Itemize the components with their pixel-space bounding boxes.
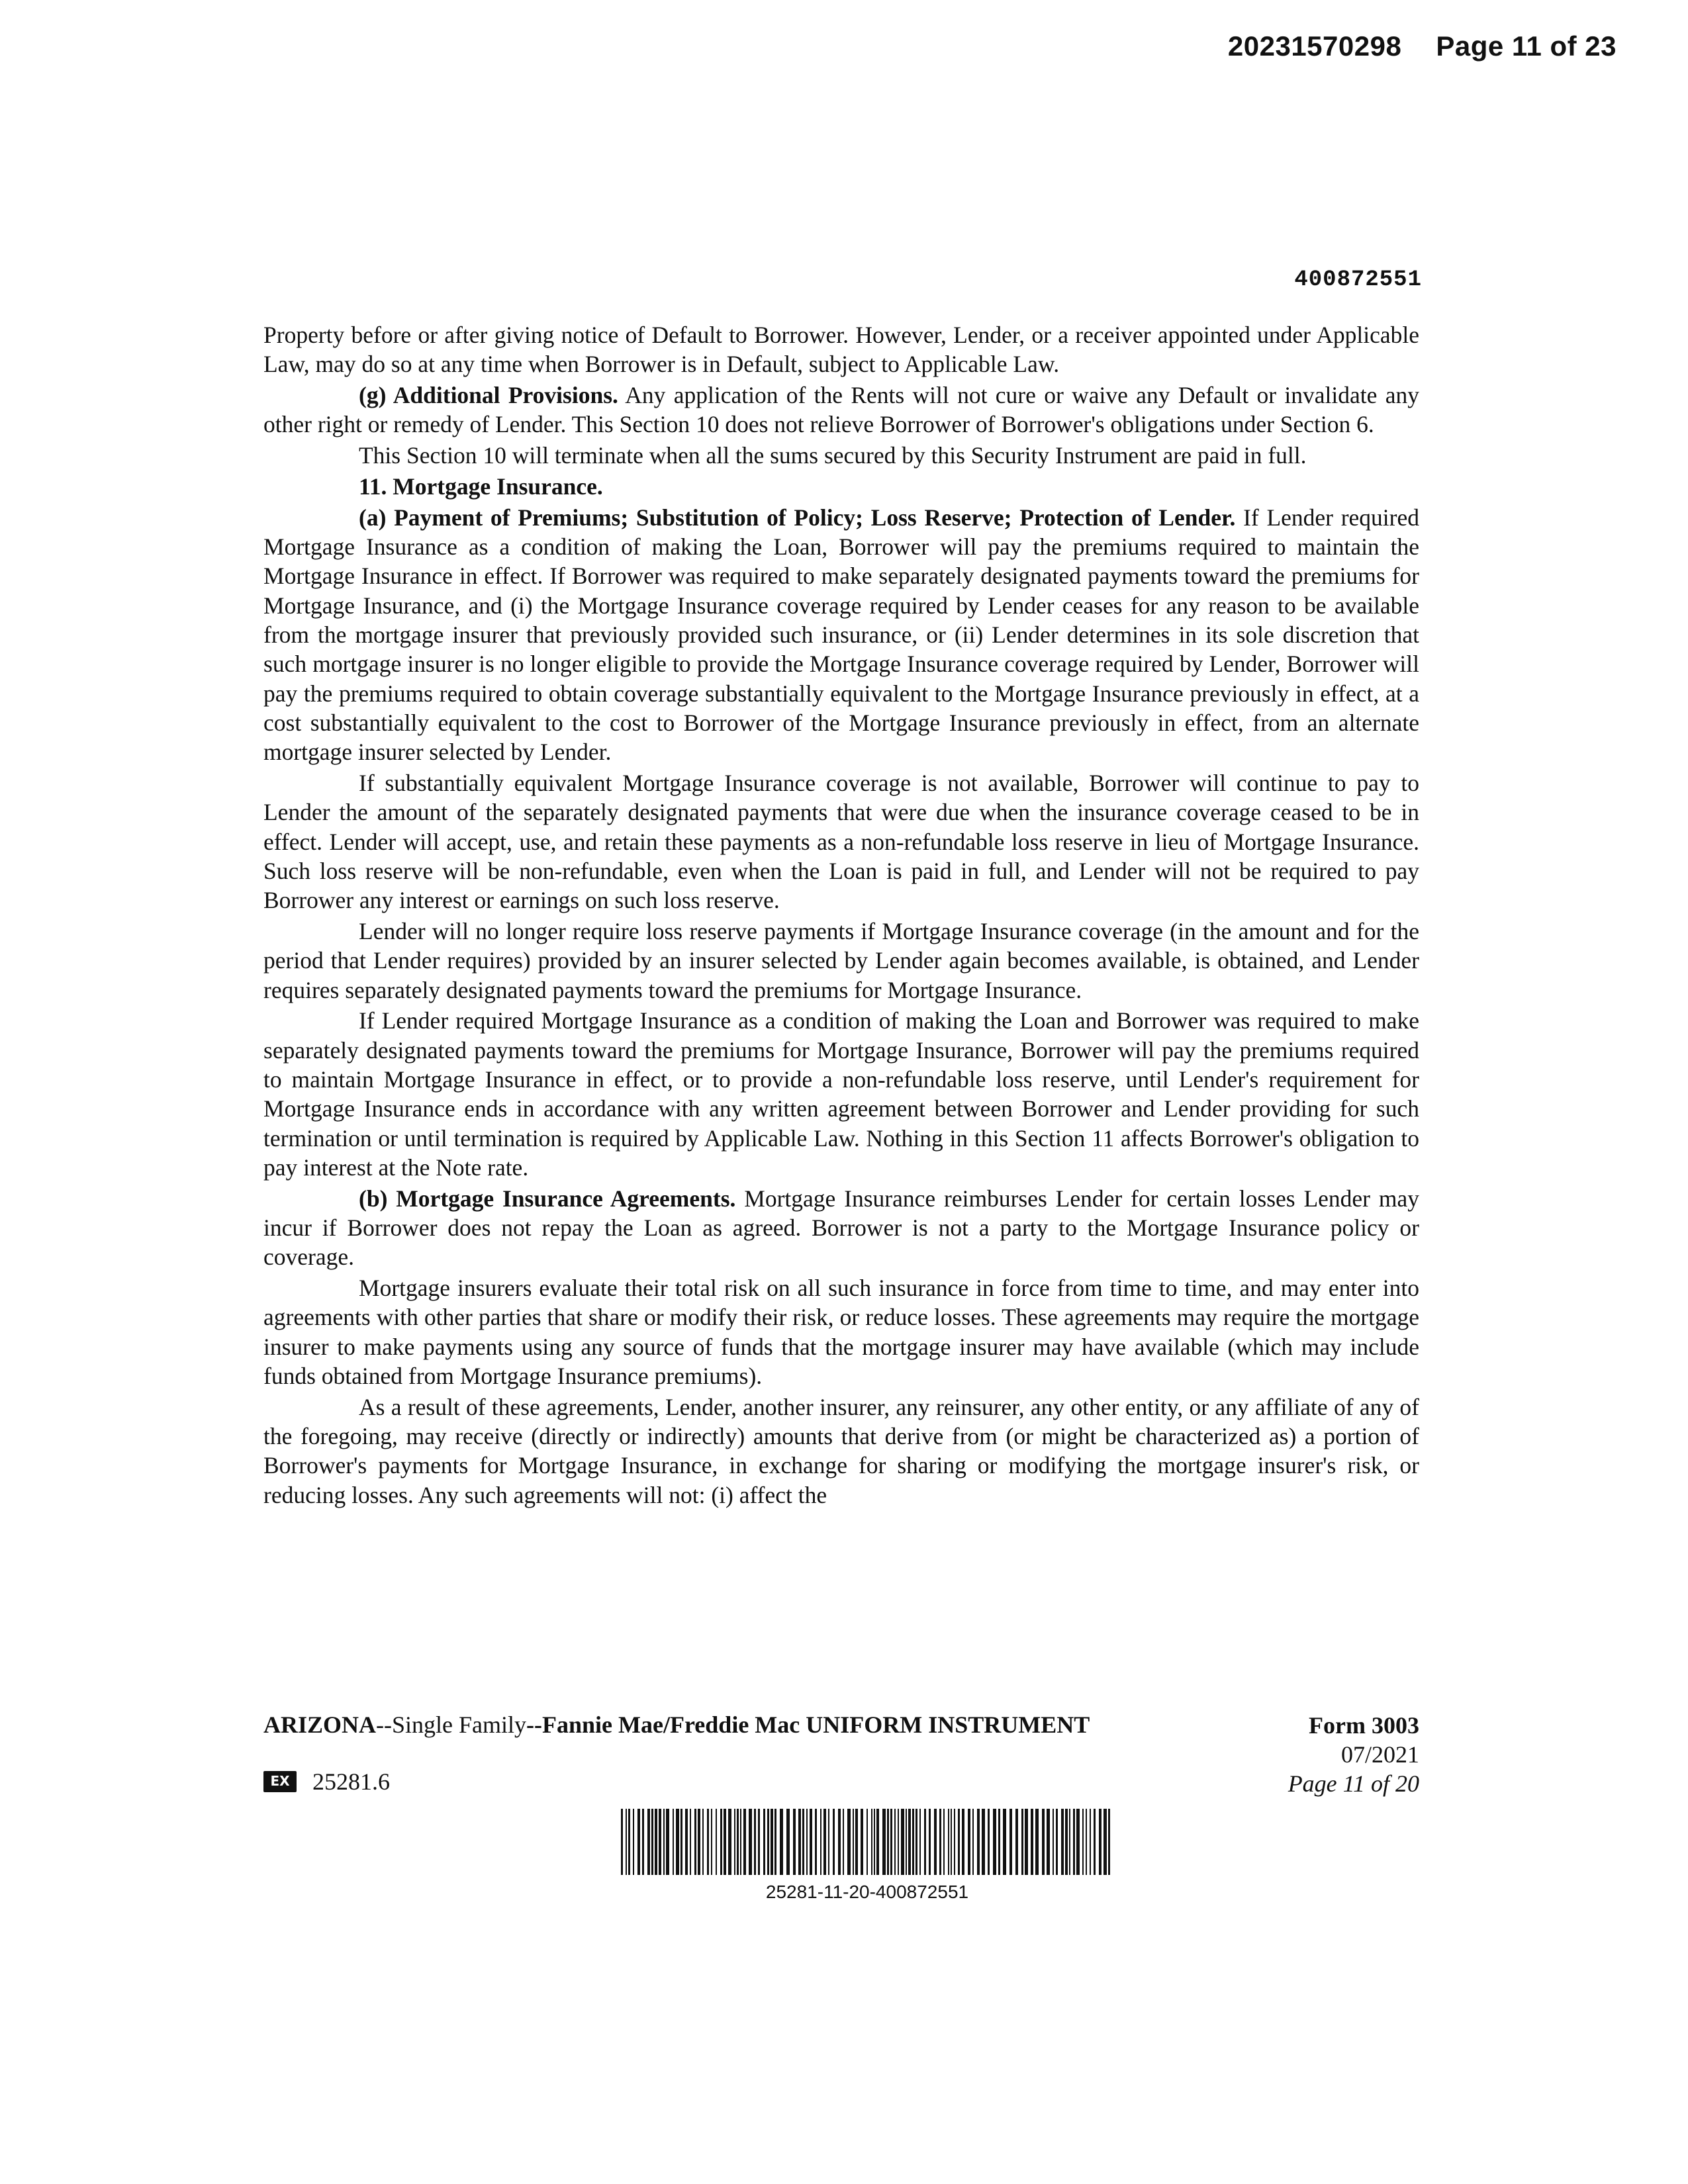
barcode-bar [977, 1809, 980, 1875]
barcode-bar [737, 1809, 739, 1875]
paragraph-loss-reserve-end: Lender will no longer require loss reserve payments if Mortgage Insurance coverage (in the amount and for the period that Lender requires) provided by an insurer selected by Lender again becomes available, is obtained, and Lender requires separately designated payments toward the premiums for Mortgage Insurance. [263, 917, 1419, 1003]
barcode-bar [1015, 1809, 1018, 1875]
barcode-bar [867, 1809, 868, 1875]
barcode-bar [1090, 1809, 1091, 1875]
barcode-bar [716, 1809, 717, 1875]
barcode-bar [666, 1809, 669, 1875]
barcode-bar [685, 1809, 688, 1875]
section-heading-a: (a) Payment of Premiums; Substitution of Policy; Loss Reserve; Protection of Lender. [359, 504, 1236, 531]
barcode-bar [1056, 1809, 1058, 1875]
barcode-bar [1042, 1809, 1045, 1875]
barcode-bar [767, 1809, 769, 1875]
barcode-bar [1025, 1809, 1028, 1875]
barcode-bar [1061, 1809, 1064, 1875]
barcode-bar [1021, 1809, 1023, 1875]
barcode-bar [1003, 1809, 1006, 1875]
form-page-number: Page 11 of 20 [1288, 1770, 1419, 1797]
barcode-bar [820, 1809, 821, 1875]
barcode-bar [720, 1809, 722, 1875]
barcode-bar [802, 1809, 804, 1875]
barcode-bar [806, 1809, 808, 1875]
footer-form-info [1288, 1711, 1419, 1798]
barcode-bar [626, 1809, 627, 1875]
barcode-bar [998, 1809, 1000, 1875]
barcode-bar [1065, 1809, 1068, 1875]
barcode-bar [1103, 1809, 1107, 1875]
barcode-bar [698, 1809, 700, 1875]
barcode-bar [962, 1809, 964, 1875]
footer-state: ARIZONA [263, 1711, 377, 1738]
barcode-bar [968, 1809, 970, 1875]
barcode-bar [887, 1809, 889, 1875]
barcode-bar [843, 1809, 844, 1875]
barcode-bar [993, 1809, 996, 1875]
loan-number: 400872551 [1294, 267, 1422, 293]
barcode-bar [1053, 1809, 1054, 1875]
barcode-bar [847, 1809, 851, 1875]
barcode-bar [823, 1809, 826, 1875]
footer-form-title: ARIZONA--Single Family--Fannie Mae/Freddie Mac UNIFORM INSTRUMENT [263, 1711, 1090, 1738]
barcode-bar [793, 1809, 796, 1875]
barcode-bar [1047, 1809, 1050, 1875]
barcode-bar [1031, 1809, 1033, 1875]
barcode-bar [982, 1809, 985, 1875]
barcode-bar [861, 1809, 863, 1875]
barcode-bar [939, 1809, 941, 1875]
barcode-bar [663, 1809, 665, 1875]
barcode-bar [1099, 1809, 1102, 1875]
barcode-bar [908, 1809, 911, 1875]
barcode-bar [734, 1809, 735, 1875]
barcode-bar [1076, 1809, 1080, 1875]
barcode-bar [934, 1809, 937, 1875]
barcode-bar [637, 1809, 640, 1875]
ellie-mae-logo: EX [263, 1771, 297, 1792]
barcode-bar [771, 1809, 773, 1875]
barcode-bar [763, 1809, 765, 1875]
barcode-bar [651, 1809, 653, 1875]
section-heading-11: 11. Mortgage Insurance. [359, 473, 603, 500]
barcode-bar [988, 1809, 990, 1875]
paragraph-section-10-termination: This Section 10 will terminate when all the sums secured by this Security Instrument are paid in full. [359, 442, 1307, 469]
barcode-bar [774, 1809, 776, 1875]
barcode-bar [676, 1809, 679, 1875]
barcode-bar [855, 1809, 858, 1875]
barcode-bar [833, 1809, 835, 1875]
recording-doc-number: 20231570298 [1227, 30, 1402, 62]
barcode-bar [728, 1809, 731, 1875]
barcode-bar [912, 1809, 914, 1875]
barcode-bar [758, 1809, 760, 1875]
barcode-bar [1069, 1809, 1070, 1875]
barcode-bar [655, 1809, 657, 1875]
barcode-bar [901, 1809, 904, 1875]
barcode-bar [1094, 1809, 1096, 1875]
barcode-bar [919, 1809, 921, 1875]
barcode-bar [1073, 1809, 1075, 1875]
paragraph-insurer-risk: Mortgage insurers evaluate their total risk on all such insurance in force from time to time, and may enter into agreements with other parties that share or modify their risk, or reduce losses. These agreements may require the mortgage insurer to make payments using any source of funds that the mortgage insurer may have available (which may include funds obtained from Mortgage Insurance premiums). [263, 1275, 1419, 1389]
paragraph-additional-provisions: (g) Additional Provisions. Any application of the Rents will not cure or waive any Default or invalidate any other right or remedy of Lender. This Section 10 does not relieve Borrower of Borrower's obligations under Section 6. [263, 382, 1419, 438]
barcode-block [621, 1809, 1113, 1903]
paragraph-property-default: Property before or after giving notice of Default to Borrower. However, Lender, or a receiver appointed under Applicable Law, may do so at any time when Borrower is in Default, subject to Applicable Law. [263, 322, 1419, 378]
barcode-bar [882, 1809, 886, 1875]
paragraph-loss-reserve: If substantially equivalent Mortgage Insurance coverage is not available, Borrower will continue to pay to Lender the amount of the separately designated payments that were due when the insurance coverage ceased to be in effect. Lender will accept, use, and retain these payments as a non-refundable loss reserve in lieu of Mortgage Insurance. Such loss reserve will be non-refundable, even when the Loan is paid in full, and Lender will not be required to pay Borrower any interest or earnings on such loss reserve. [263, 769, 1419, 914]
barcode-bar [838, 1809, 841, 1875]
barcode-bar [621, 1809, 623, 1875]
paragraph-insurance-agreements: (b) Mortgage Insurance Agreements. Mortgage Insurance reimburses Lender for certain losses Lender may incur if Borrower does not repay the Loan as agreed. Borrower is not a party to the Mortgage Insurance policy or coverage. [263, 1185, 1419, 1271]
barcode-bar [871, 1809, 872, 1875]
barcode-bar [798, 1809, 801, 1875]
barcode-bar [972, 1809, 974, 1875]
barcode-bar [786, 1809, 790, 1875]
barcode-bar [1035, 1809, 1039, 1875]
barcode-bar [810, 1809, 812, 1875]
barcode-bar [633, 1809, 634, 1875]
barcode-bar [780, 1809, 783, 1875]
footer-doc-code [263, 1768, 390, 1796]
barcode-bar [690, 1809, 691, 1875]
barcode-bar [898, 1809, 899, 1875]
barcode-bar [853, 1809, 854, 1875]
form-date: 07/2021 [1340, 1741, 1419, 1768]
barcode-bar [874, 1809, 875, 1875]
form-number: Form 3003 [1309, 1712, 1419, 1739]
recording-header [1228, 30, 1617, 62]
barcode-bar [894, 1809, 896, 1875]
barcode-bar [711, 1809, 712, 1875]
barcode-bar [924, 1809, 926, 1875]
section-heading-g: (g) Additional Provisions. [359, 382, 618, 409]
barcode-bar [948, 1809, 949, 1875]
barcode-bar [707, 1809, 709, 1875]
barcode-bar [628, 1809, 630, 1875]
barcode-bar [929, 1809, 931, 1875]
barcode-bar [1108, 1809, 1110, 1875]
barcode-bar [906, 1809, 907, 1875]
document-body [263, 320, 1419, 1511]
paragraph-payment-of-premiums: (a) Payment of Premiums; Substitution of Policy; Loss Reserve; Protection of Lender. If Lender required Mortgage Insurance as a condition of making the Loan, Borrower will pay the premiums required to maintain the Mortgage Insurance in effect. If Borrower was required to make separately designated payments toward the premiums for Mortgage Insurance, and (i) the Mortgage Insurance coverage required by Lender ceases for any reason to be available from the mortgage insurer that previously provided such insurance, or (ii) Lender determines in its sole discretion that such mortgage insurer is no longer eligible to provide the Mortgage Insurance coverage required by Lender, Borrower will pay the premiums required to obtain coverage substantially equivalent to the Mortgage Insurance previously in effect, at a cost substantially equivalent to the cost to Borrower of the Mortgage Insurance previously in effect, from an alternate mortgage insurer selected by Lender. [263, 504, 1419, 766]
barcode-bar [815, 1809, 817, 1875]
barcode-bar [954, 1809, 955, 1875]
barcode-bar [1009, 1809, 1012, 1875]
barcode-bar [749, 1809, 752, 1875]
barcode-bar [740, 1809, 741, 1875]
paragraph-premium-obligation: If Lender required Mortgage Insurance as a condition of making the Loan and Borrower was required to make separately designated payments toward the premiums for Mortgage Insurance, Borrower will pay the premiums required to maintain Mortgage Insurance in effect, or to provide a non-refundable loss reserve, until Lender's requirement for Mortgage Insurance ends in accordance with any written agreement between Borrower and Lender providing for such termination or until termination is required by Applicable Law. Nothing in this Section 11 affects Borrower's obligation to pay interest at the Note rate. [263, 1007, 1419, 1181]
barcode-bar [943, 1809, 945, 1875]
barcode-bar [702, 1809, 704, 1875]
barcode-bar [1082, 1809, 1084, 1875]
barcode [621, 1809, 1113, 1875]
paragraph-agreement-results: As a result of these agreements, Lender, another insurer, any reinsurer, any other entity, or any affiliate of any of the foregoing, may receive (directly or indirectly) amounts that derive from (or might be characterized as) a portion of Borrower's payments for Mortgage Insurance, in exchange for sharing or modifying the mortgage insurer's risk, or reducing losses. Any such agreements will not: (i) affect the [263, 1393, 1419, 1508]
barcode-bar [647, 1809, 650, 1875]
barcode-bar [680, 1809, 682, 1875]
barcode-bar [890, 1809, 892, 1875]
barcode-bar [958, 1809, 960, 1875]
footer-instrument: Fannie Mae/Freddie Mac UNIFORM INSTRUMENT [542, 1711, 1090, 1738]
barcode-bar [694, 1809, 696, 1875]
barcode-bar [724, 1809, 726, 1875]
barcode-bar [743, 1809, 746, 1875]
footer-family: Single Family [392, 1711, 527, 1738]
barcode-bar [642, 1809, 644, 1875]
barcode-bar [673, 1809, 674, 1875]
barcode-bar [659, 1809, 661, 1875]
recording-page-number: Page 11 of 23 [1436, 30, 1617, 62]
barcode-bar [915, 1809, 917, 1875]
barcode-bar [876, 1809, 879, 1875]
barcode-bar [754, 1809, 756, 1875]
doc-code-number: 25281.6 [312, 1768, 390, 1795]
barcode-bar [951, 1809, 952, 1875]
barcode-number: 25281-11-20-400872551 [765, 1882, 969, 1902]
section-heading-b: (b) Mortgage Insurance Agreements. [359, 1185, 736, 1212]
barcode-bar [1086, 1809, 1087, 1875]
barcode-bar [828, 1809, 829, 1875]
